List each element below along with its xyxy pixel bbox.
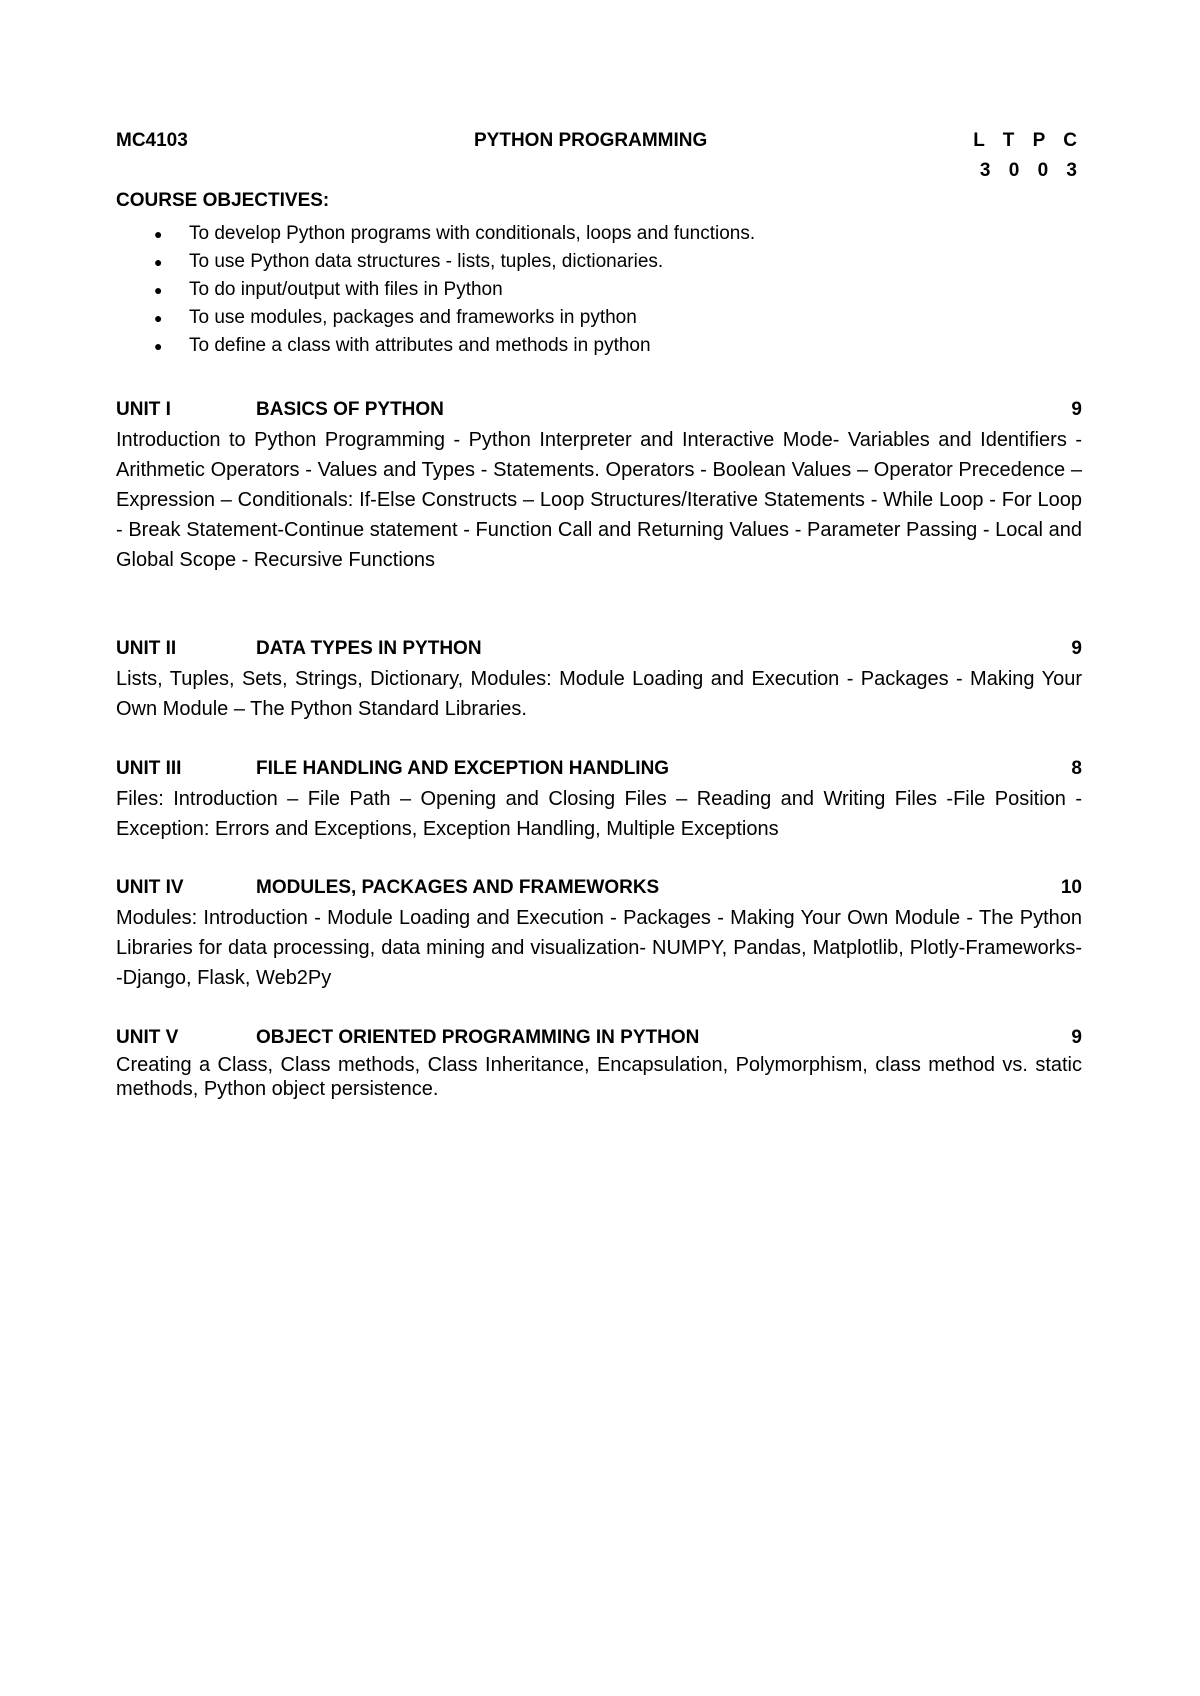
objective-text: To do input/output with files in Python: [189, 279, 503, 300]
unit-5-section: [116, 1023, 1082, 1101]
unit-heading: [116, 754, 1082, 784]
objectives-heading: COURSE OBJECTIVES:: [116, 190, 330, 211]
unit-number: UNIT II: [116, 638, 177, 659]
unit-heading: [116, 1023, 1082, 1053]
unit-content: Files: Introduction – File Path – Opening and Closing Files – Reading and Writing Files -File Position -Exception: Errors and Exceptions, Exception Handling, Multiple Exceptions: [116, 788, 1082, 840]
unit-number: UNIT V: [116, 1027, 179, 1048]
unit-heading: [116, 395, 1082, 425]
objective-item: [116, 304, 1082, 332]
course-title: PYTHON PROGRAMMING: [474, 130, 708, 151]
unit-content: Modules: Introduction - Module Loading and Execution - Packages - Making Your Own Module - The Python Libraries for data processing, data mining and visualization- NUMPY, Pandas, Matplotlib, Plotly-Frameworks- -Django, Flask, Web2Py: [116, 907, 1082, 989]
objective-item: [116, 220, 1082, 248]
unit-content: Creating a Class, Class methods, Class Inheritance, Encapsulation, Polymorphism, class method vs. static methods, Python object persistence.: [116, 1054, 1082, 1100]
course-code: MC4103: [116, 130, 188, 151]
course-objectives-section: [116, 190, 1082, 360]
course-header: [116, 130, 1082, 181]
unit-4-section: [116, 873, 1082, 993]
unit-hours: 9: [1071, 638, 1082, 659]
unit-title: DATA TYPES IN PYTHON: [256, 638, 482, 659]
unit-content: Introduction to Python Programming - Python Interpreter and Interactive Mode- Variables and Identifiers - Arithmetic Operators - Values and Types - Statements. Operators - Boolean Values – Operator Precedence – Expression – Conditionals: If-Else Constructs – Loop Structures/Iterative Statements - While Loop - For Loop - Break Statement-Continue statement - Function Call and Returning Values - Parameter Passing - Local and Global Scope - Recursive Functions: [116, 429, 1082, 571]
unit-number: UNIT III: [116, 758, 182, 779]
objective-text: To use Python data structures - lists, tuples, dictionaries.: [189, 251, 664, 272]
ltpc-values: 3 0 0 3: [979, 160, 1082, 181]
unit-heading: [116, 873, 1082, 903]
bullet-icon: ●: [154, 226, 163, 242]
ltpc-labels: L T P C: [973, 130, 1082, 151]
unit-heading: [116, 634, 1082, 664]
unit-2-section: [116, 634, 1082, 724]
unit-hours: 9: [1071, 399, 1082, 420]
unit-title: MODULES, PACKAGES AND FRAMEWORKS: [256, 877, 660, 898]
bullet-icon: ●: [154, 254, 163, 270]
objective-item: [116, 276, 1082, 304]
objectives-list: [116, 220, 1082, 360]
bullet-icon: ●: [154, 282, 163, 298]
bullet-icon: ●: [154, 338, 163, 354]
unit-content: Lists, Tuples, Sets, Strings, Dictionary, Modules: Module Loading and Execution - Packages - Making Your Own Module – The Python Standard Libraries.: [116, 668, 1082, 720]
objective-text: To develop Python programs with conditionals, loops and functions.: [189, 223, 756, 244]
unit-title: FILE HANDLING AND EXCEPTION HANDLING: [256, 758, 670, 779]
bullet-icon: ●: [154, 310, 163, 326]
objective-text: To use modules, packages and frameworks in python: [189, 307, 637, 328]
unit-hours: 9: [1071, 1027, 1082, 1048]
unit-hours: 10: [1060, 877, 1082, 898]
unit-title: BASICS OF PYTHON: [256, 399, 444, 420]
unit-number: UNIT I: [116, 399, 171, 420]
objective-item: [116, 248, 1082, 276]
unit-1-section: [116, 395, 1082, 575]
unit-hours: 8: [1071, 758, 1082, 779]
unit-number: UNIT IV: [116, 877, 184, 898]
unit-3-section: [116, 754, 1082, 844]
objective-text: To define a class with attributes and methods in python: [189, 335, 651, 356]
objective-item: [116, 332, 1082, 360]
unit-title: OBJECT ORIENTED PROGRAMMING IN PYTHON: [256, 1027, 700, 1048]
